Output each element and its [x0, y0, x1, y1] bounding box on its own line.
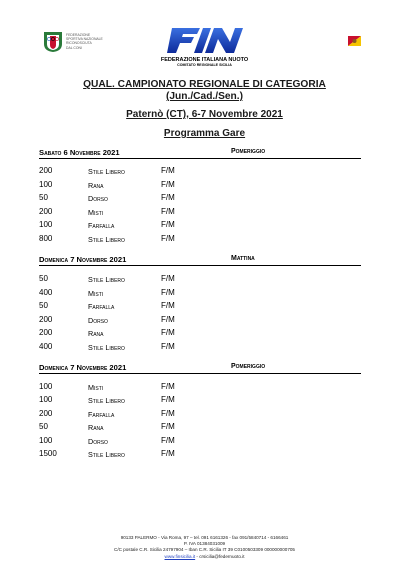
event-row: [39, 342, 361, 354]
fin-logo: [166, 25, 244, 55]
session-day: Domenica 7 Novembre 2021: [39, 363, 127, 372]
event-distance: 1500: [39, 449, 57, 458]
session-header: [39, 255, 361, 266]
coni-caption: [66, 33, 103, 50]
event-distance: 200: [39, 328, 53, 337]
coni-line: SPORTIVA NAZIONALE: [66, 37, 103, 42]
event-distance: 400: [39, 342, 53, 351]
event-distance: 200: [39, 409, 53, 418]
coni-line: DAL CONI: [66, 45, 82, 50]
event-row: [39, 315, 361, 327]
event-style: Stile Libero: [88, 167, 125, 176]
website-link[interactable]: www.finsicilia.it: [164, 553, 196, 559]
competition-categories: (Jun./Cad./Sen.): [166, 91, 243, 102]
event-style: Dorso: [88, 316, 108, 325]
event-row: [39, 449, 361, 461]
event-category: F/M: [161, 220, 175, 229]
footer-address: 90133 PALERMO - Via Roma, 97 – tel. 091 6161326 - fax 091/5840714 - 6166461: [120, 535, 289, 540]
place-date: Paternò (CT), 6-7 Novembre 2021: [126, 109, 283, 120]
event-category: F/M: [161, 315, 175, 324]
footer-vat: P. IVA 01384031009: [183, 541, 226, 547]
program-heading: Programma Gare: [163, 128, 246, 139]
event-style: Misti: [88, 383, 104, 392]
event-category: F/M: [161, 193, 175, 202]
event-category: F/M: [161, 395, 175, 404]
session-header: [39, 148, 361, 159]
event-distance: 50: [39, 274, 48, 283]
email-text[interactable]: crsicilia@federnuoto.it: [199, 553, 245, 559]
event-style: Stile Libero: [88, 343, 125, 352]
event-distance: 200: [39, 315, 53, 324]
event-row: [39, 409, 361, 421]
event-style: Stile Libero: [88, 396, 125, 405]
event-row: [39, 301, 361, 313]
session-day: Domenica 7 Novembre 2021: [39, 255, 127, 264]
event-category: F/M: [161, 180, 175, 189]
event-distance: 100: [39, 382, 53, 391]
event-category: F/M: [161, 274, 175, 283]
competition-title: QUAL. CAMPIONATO REGIONALE DI CATEGORIA: [83, 79, 326, 90]
event-distance: 100: [39, 220, 53, 229]
footer-contacts: [0, 554, 409, 560]
event-category: F/M: [161, 207, 175, 216]
event-style: Dorso: [88, 194, 108, 203]
event-style: Rana: [88, 329, 104, 338]
event-style: Misti: [88, 208, 104, 217]
event-distance: 100: [39, 436, 53, 445]
session-day: Sabato 6 Novembre 2021: [39, 148, 120, 157]
event-style: Farfalla: [88, 221, 115, 230]
sicily-flag-icon: [348, 36, 361, 46]
event-category: F/M: [161, 342, 175, 351]
session-header: [39, 363, 361, 374]
footer: [0, 535, 409, 560]
event-category: F/M: [161, 166, 175, 175]
event-distance: 100: [39, 180, 53, 189]
event-row: [39, 220, 361, 232]
event-category: F/M: [161, 234, 175, 243]
event-style: Dorso: [88, 437, 108, 446]
event-category: F/M: [161, 409, 175, 418]
coni-logo: [42, 31, 64, 53]
coni-line: RICONOSCIUTA: [66, 41, 92, 46]
event-distance: 800: [39, 234, 53, 243]
event-row: [39, 180, 361, 192]
event-category: F/M: [161, 449, 175, 458]
event-row: [39, 166, 361, 178]
event-style: Farfalla: [88, 410, 115, 419]
event-row: [39, 422, 361, 434]
event-category: F/M: [161, 288, 175, 297]
event-category: F/M: [161, 436, 175, 445]
session-part: Pomeriggio: [231, 148, 266, 155]
event-category: F/M: [161, 382, 175, 391]
event-category: F/M: [161, 328, 175, 337]
event-distance: 200: [39, 207, 53, 216]
coni-line: FEDERAZIONE: [66, 33, 91, 37]
event-distance: 200: [39, 166, 53, 175]
event-row: [39, 436, 361, 448]
event-distance: 50: [39, 193, 48, 202]
event-distance: 50: [39, 301, 48, 310]
event-row: [39, 382, 361, 394]
event-style: Stile Libero: [88, 235, 125, 244]
session-part: Pomeriggio: [231, 363, 266, 370]
event-style: Stile Libero: [88, 450, 125, 459]
session-part: Mattina: [231, 255, 255, 262]
footer-separator: -: [195, 553, 200, 559]
event-row: [39, 288, 361, 300]
event-style: Rana: [88, 181, 104, 190]
footer-bank: C/C postale C.R. Sicilia 24797904 – Iban C.R. Sicilia IT 39 C0100503309 000000000705: [114, 547, 295, 553]
event-style: Misti: [88, 289, 104, 298]
event-category: F/M: [161, 422, 175, 431]
event-row: [39, 395, 361, 407]
event-style: Stile Libero: [88, 275, 125, 284]
event-row: [39, 193, 361, 205]
event-style: Farfalla: [88, 302, 115, 311]
event-row: [39, 234, 361, 246]
event-distance: 50: [39, 422, 48, 431]
committee-name: COMITATO REGIONALE SICILIA: [177, 63, 232, 67]
event-row: [39, 207, 361, 219]
federation-name: FEDERAZIONE ITALIANA NUOTO: [160, 57, 249, 63]
event-distance: 400: [39, 288, 53, 297]
event-row: [39, 274, 361, 286]
event-row: [39, 328, 361, 340]
event-category: F/M: [161, 301, 175, 310]
event-distance: 100: [39, 395, 53, 404]
event-style: Rana: [88, 423, 104, 432]
